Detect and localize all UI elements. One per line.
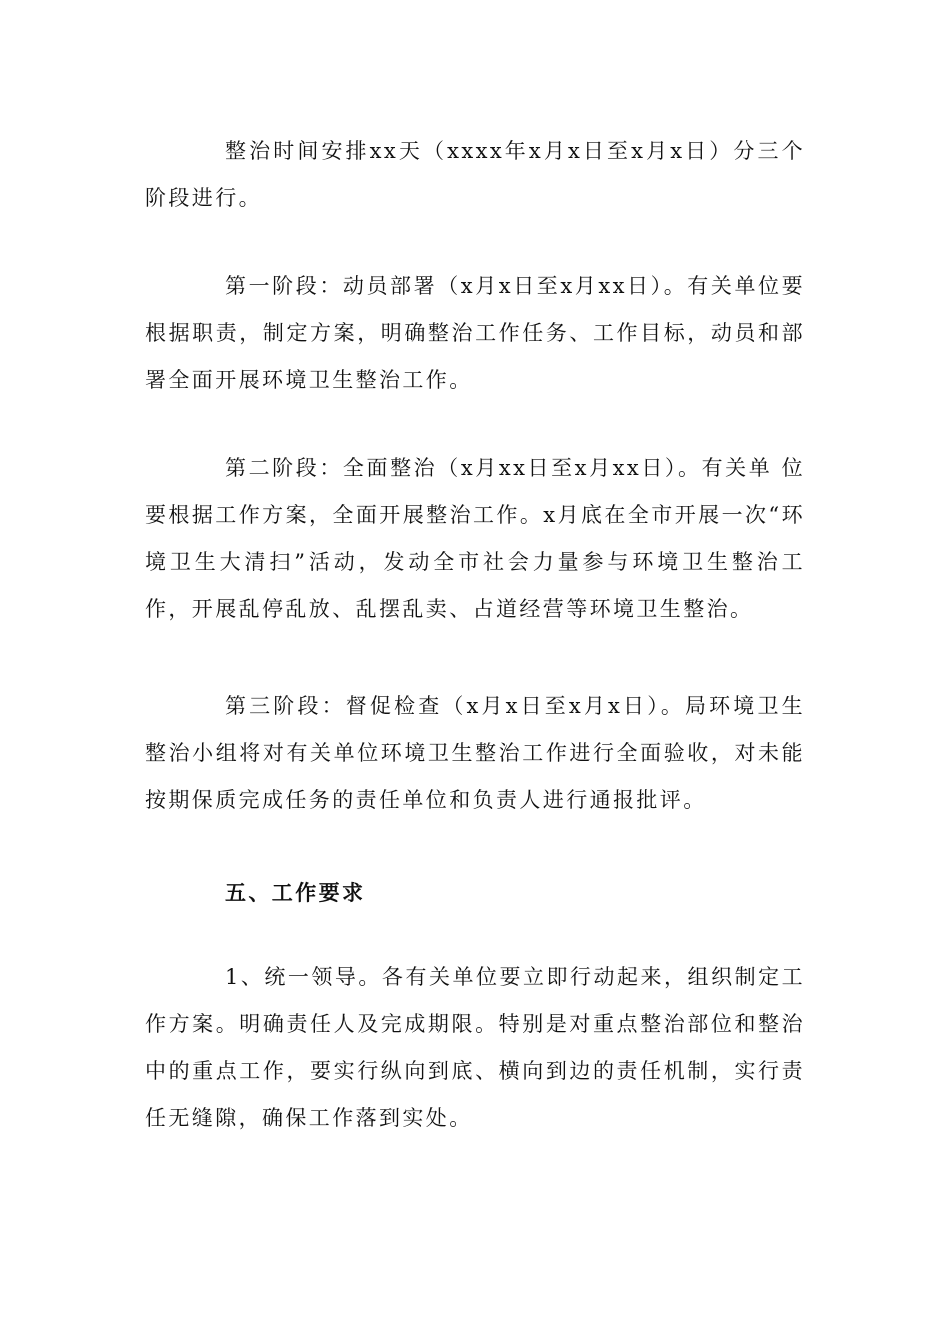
paragraph-schedule: 整治时间安排xx天（xxxx年x月x日至x月x日）分三个阶段进行。 — [145, 139, 805, 210]
section-heading-work-requirements: 五、工作要求 — [225, 880, 366, 905]
paragraph-phase-one: 第一阶段：动员部署（x月x日至x月xx日）。有关单位要根据职责，制定方案，明确整治工作任务、工作目标，动员和部署全面开展环境卫生整治工作。 — [145, 274, 805, 392]
paragraph-phase-three: 第三阶段：督促检查（x月x日至x月x日）。局环境卫生整治小组将对有关单位环境卫生整治工作进行全面验收，对未能按期保质完成任务的责任单位和负责人进行通报批评。 — [145, 694, 805, 812]
paragraph-requirement-one: 1、统一领导。各有关单位要立即行动起来，组织制定工作方案。明确责任人及完成期限。特别是对重点整治部位和整治中的重点工作，要实行纵向到底、横向到边的责任机制，实行责任无缝隙，确保工作落到实处。 — [145, 965, 805, 1130]
paragraph-phase-two: 第二阶段：全面整治（x月xx日至x月xx日）。有关单 位要根据工作方案，全面开展整治工作。x月底在全市开展一次“环境卫生大清扫”活动，发动全市社会力量参与环境卫生整治工作，开展乱停乱放、乱摆乱卖、占道经营等环境卫生整治。 — [145, 456, 805, 621]
